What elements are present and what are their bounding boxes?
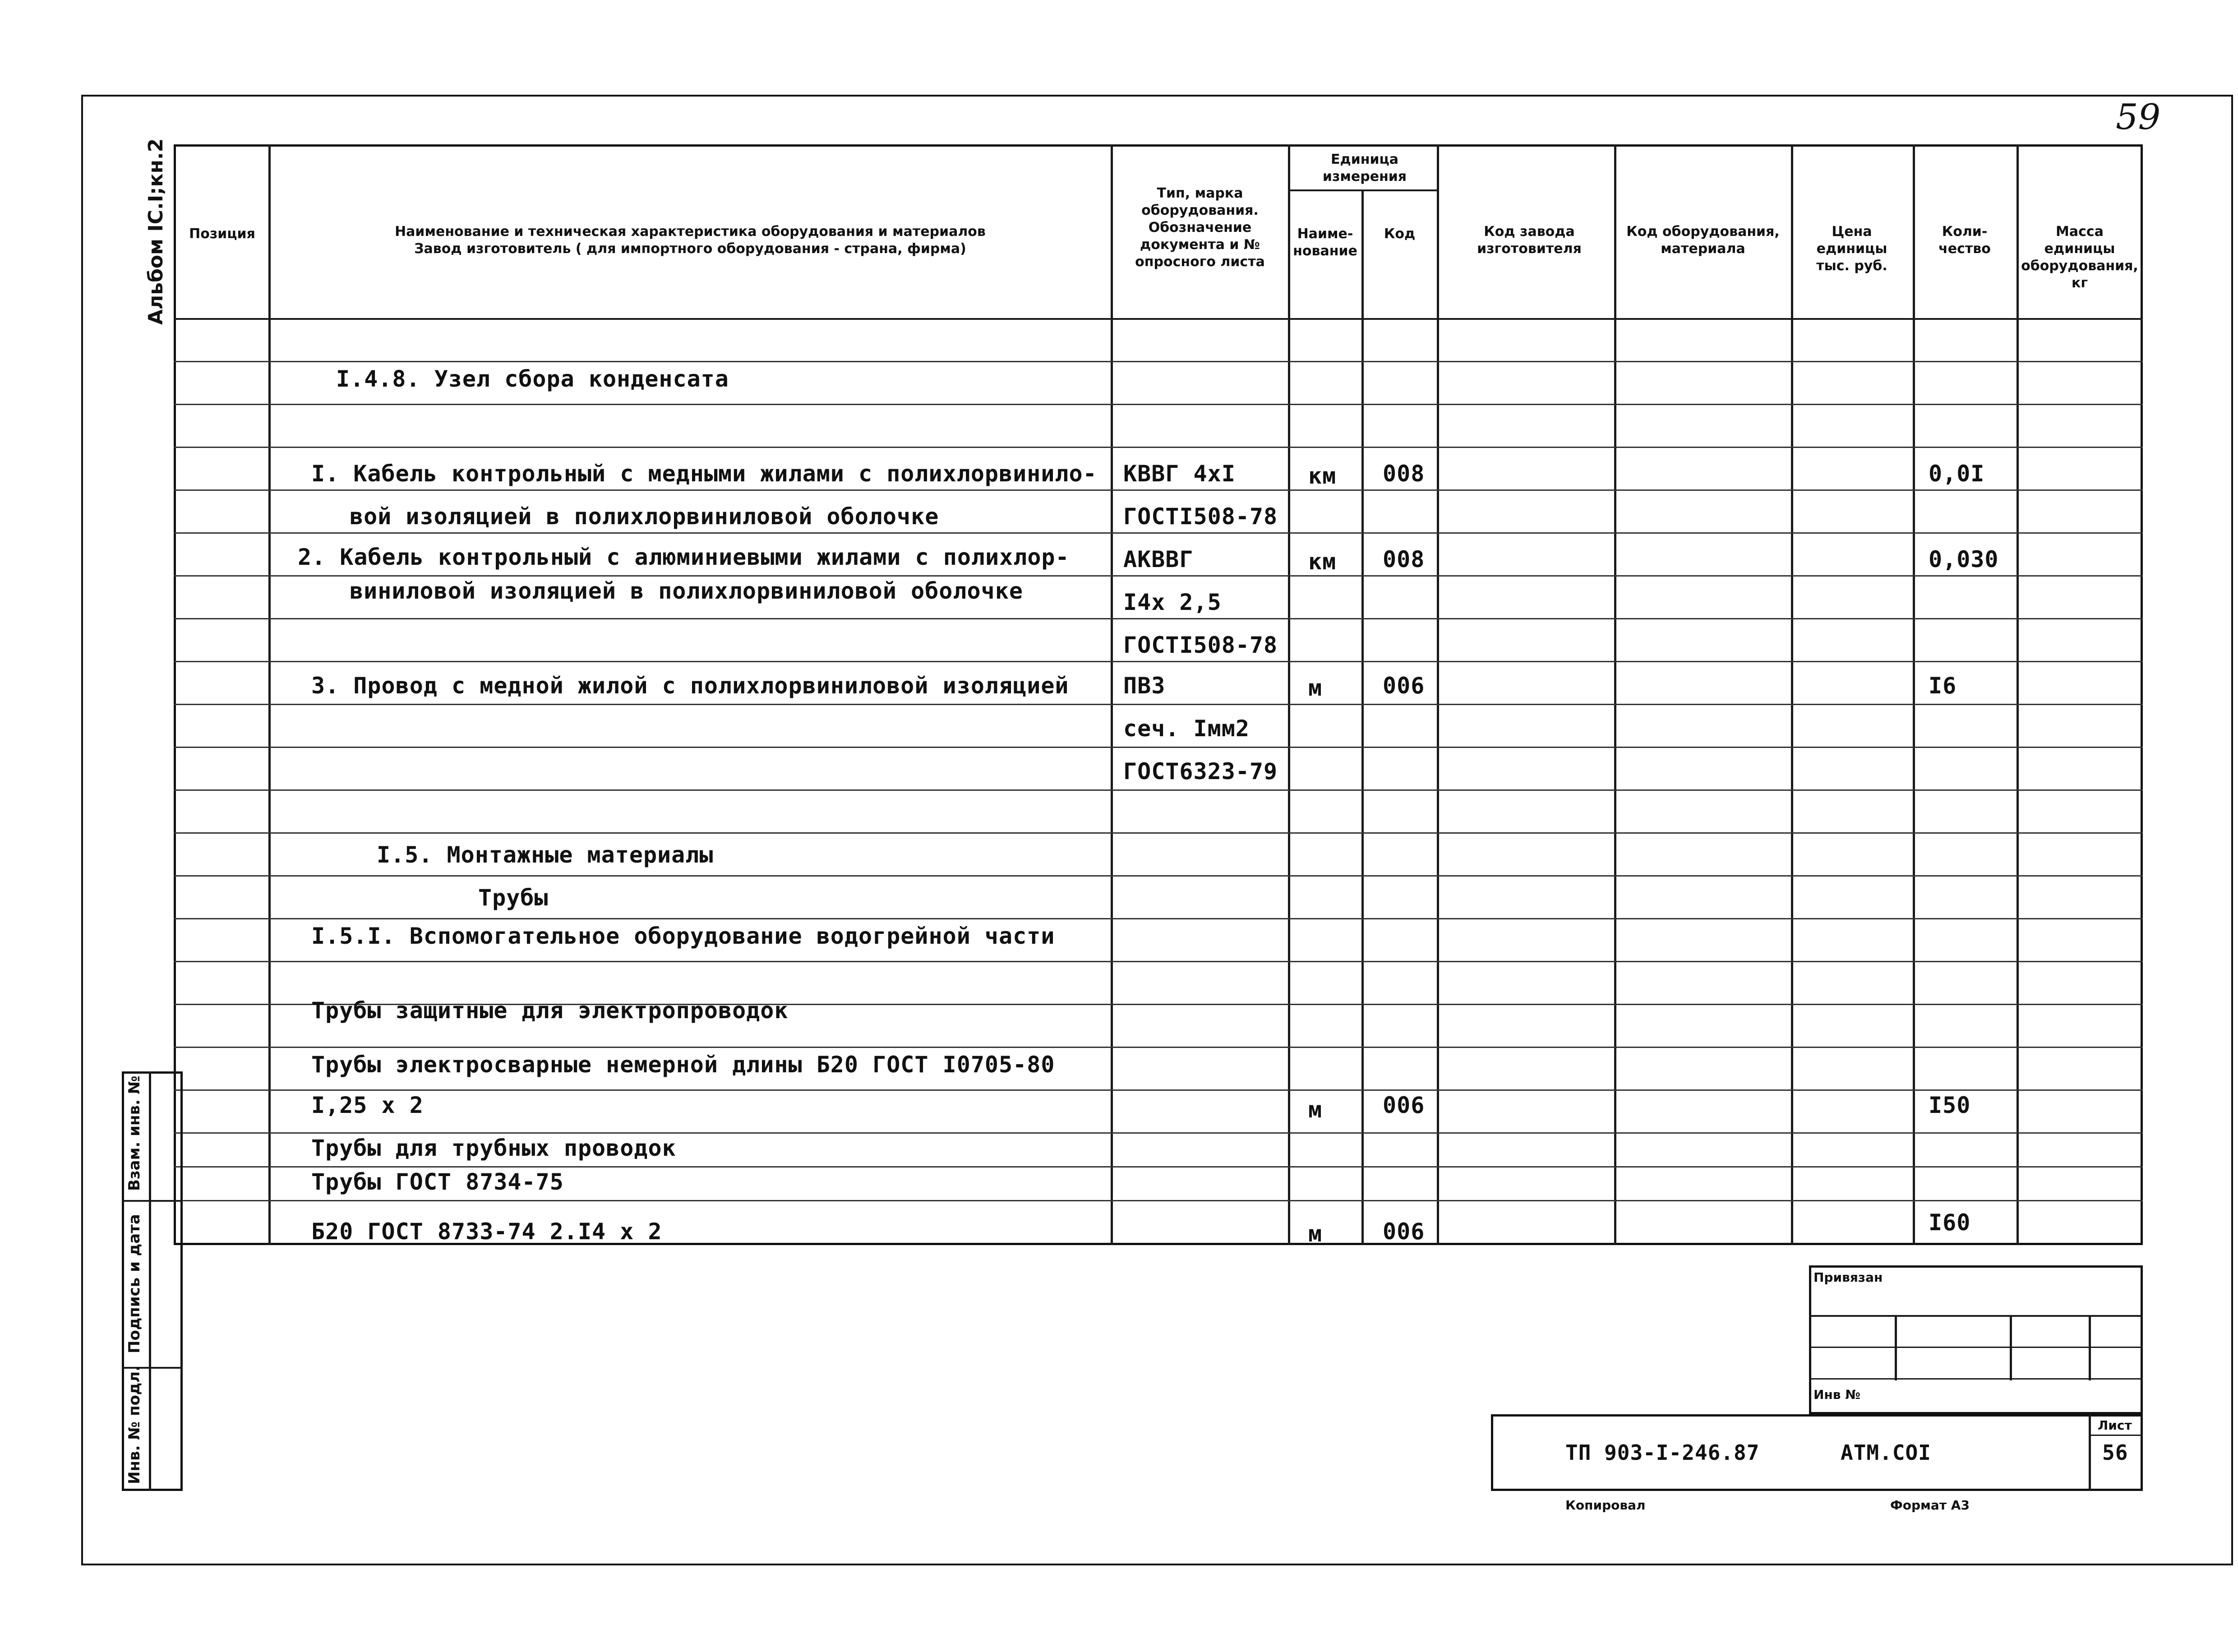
stamp-divider bbox=[149, 1071, 151, 1491]
row-line bbox=[174, 1047, 2143, 1048]
stamp-signature-date: Подпись и дата bbox=[125, 1214, 143, 1353]
group-title: Трубы ГОСТ 8734-75 bbox=[311, 1169, 564, 1195]
col-line bbox=[268, 144, 271, 1245]
item-qty: 0,030 bbox=[1929, 546, 1999, 572]
group-title: Трубы для трубных проводок bbox=[311, 1135, 676, 1161]
col-line bbox=[2017, 144, 2019, 1245]
row-line bbox=[174, 918, 2143, 919]
item-type: ГОСТ6323-79 bbox=[1123, 758, 1278, 784]
item-unit: м bbox=[1308, 1097, 1323, 1123]
header-unit-name: Наиме-нование bbox=[1293, 226, 1357, 259]
copied-label: Копировал bbox=[1565, 1498, 1646, 1513]
row-line bbox=[174, 361, 2143, 362]
album-label: Альбом IС.I;кн.2 bbox=[144, 138, 167, 325]
item-type: ГОСТI508-78 bbox=[1123, 632, 1278, 658]
item-unit: км bbox=[1308, 549, 1337, 575]
item-qty: I60 bbox=[1929, 1209, 1971, 1236]
col-line bbox=[1913, 144, 1915, 1245]
item-type: I4х 2,5 bbox=[1123, 589, 1222, 615]
row-line bbox=[174, 1200, 2143, 1201]
item-type: ПВ3 bbox=[1123, 673, 1166, 699]
header-position: Позиция bbox=[189, 226, 255, 242]
group-title: Трубы электросварные немерной длины Б20 ГОСТ I0705-80 bbox=[311, 1052, 1055, 1078]
row-line bbox=[174, 961, 2143, 962]
col-line bbox=[1111, 144, 1113, 1245]
header-qty: Коли-чество bbox=[1938, 224, 1991, 257]
row-line bbox=[174, 575, 2143, 577]
row-line bbox=[174, 447, 2143, 448]
item-name: I. Кабель контрольный с медными жилами с полихлорвинило- bbox=[311, 461, 1097, 487]
item-name: 3. Провод с медной жилой с полихлорвиниловой изоляцией bbox=[311, 673, 1069, 699]
title-line bbox=[1809, 1347, 2143, 1348]
row-line bbox=[174, 747, 2143, 748]
title-line bbox=[1809, 1315, 2143, 1317]
item-type: ГОСТI508-78 bbox=[1123, 503, 1278, 530]
item-type: сеч. Iмм2 bbox=[1123, 715, 1250, 742]
item-unit: км bbox=[1308, 463, 1337, 489]
header-price: Цена единицы тыс. руб. bbox=[1816, 224, 1887, 274]
item-name: I,25 х 2 bbox=[311, 1092, 424, 1118]
row-line bbox=[174, 1089, 2143, 1091]
sheet-label: Лист bbox=[2098, 1418, 2132, 1433]
row-line bbox=[174, 404, 2143, 405]
header-plant-code: Код завода изготовителя bbox=[1477, 224, 1582, 257]
stamp-divider bbox=[122, 1200, 183, 1202]
item-name: Б20 ГОСТ 8733-74 2.I4 х 2 bbox=[311, 1218, 662, 1245]
item-qty: I50 bbox=[1929, 1092, 1971, 1118]
item-name: виниловой изоляцией в полихлорвиниловой оболочке bbox=[350, 578, 1023, 604]
document-mark: АТМ.COI bbox=[1841, 1440, 1931, 1465]
section-title: I.4.8. Узел сбора конденсата bbox=[336, 366, 729, 392]
document-code: ТП 903-I-246.87 bbox=[1565, 1440, 1760, 1465]
title-line bbox=[2010, 1315, 2012, 1380]
section-title: I.5. Монтажные материалы bbox=[377, 842, 714, 868]
privyazan-label: Привязан bbox=[1813, 1270, 1883, 1285]
header-unit-group: Единица измерения bbox=[1322, 152, 1407, 185]
subsection-title: I.5.I. Вспомогательное оборудование водогрейной части bbox=[311, 923, 1055, 949]
item-code: 008 bbox=[1383, 546, 1425, 572]
item-code: 008 bbox=[1383, 461, 1425, 487]
header-type: Тип, марка оборудования. Обозначение документа и № опросного листа bbox=[1135, 185, 1265, 270]
item-code: 006 bbox=[1383, 1092, 1425, 1118]
header-unit-code: Код bbox=[1384, 226, 1416, 242]
header-equip-code: Код оборудования, материала bbox=[1626, 224, 1780, 257]
title-line bbox=[1895, 1315, 1897, 1380]
row-line bbox=[174, 832, 2143, 834]
header-mass: Масса единицы оборудования, кг bbox=[2021, 224, 2138, 291]
inv-no-label: Инв № bbox=[1813, 1387, 1860, 1402]
stamp-replace-inv: Взам. инв. № bbox=[125, 1075, 143, 1191]
col-line bbox=[1361, 189, 1364, 1245]
item-code: 006 bbox=[1383, 1218, 1425, 1245]
col-line bbox=[1437, 144, 1439, 1245]
title-line bbox=[1809, 1378, 2143, 1380]
header-divider bbox=[174, 318, 2143, 320]
item-qty: 0,0I bbox=[1929, 461, 1985, 487]
section-subtitle: Трубы bbox=[478, 885, 549, 911]
item-type: КВВГ 4хI bbox=[1123, 461, 1236, 487]
item-unit: м bbox=[1308, 1221, 1323, 1247]
row-line bbox=[174, 875, 2143, 877]
title-line bbox=[2089, 1435, 2143, 1436]
row-line bbox=[174, 704, 2143, 705]
col-line bbox=[1288, 144, 1290, 1245]
row-line bbox=[174, 532, 2143, 534]
sheet-number: 56 bbox=[2102, 1440, 2128, 1465]
item-name: 2. Кабель контрольный с алюминиевыми жилами с полихлор- bbox=[298, 544, 1070, 570]
row-line bbox=[174, 489, 2143, 491]
header-name: Наименование и техническая характеристика оборудования и материалов Завод изготовитель ( для импортного оборудования - страна, фирма) bbox=[395, 224, 986, 257]
item-name: вой изоляцией в полихлорвиниловой оболочке bbox=[350, 503, 939, 530]
corner-sheet-number: 59 bbox=[2116, 97, 2161, 138]
col-line bbox=[1791, 144, 1793, 1245]
row-line bbox=[174, 661, 2143, 662]
item-code: 006 bbox=[1383, 673, 1425, 699]
stamp-inv-original: Инв. № подл. bbox=[125, 1365, 143, 1484]
group-title: Трубы защитные для электропроводок bbox=[311, 997, 789, 1024]
item-qty: I6 bbox=[1929, 673, 1957, 699]
format-label: Формат А3 bbox=[1890, 1498, 1970, 1513]
row-line bbox=[174, 618, 2143, 619]
title-line bbox=[2089, 1315, 2091, 1380]
item-type: АКВВГ bbox=[1123, 546, 1194, 572]
item-unit: м bbox=[1308, 675, 1323, 701]
row-line bbox=[174, 1166, 2143, 1167]
col-line bbox=[1614, 144, 1616, 1245]
title-line bbox=[2089, 1414, 2091, 1491]
row-line bbox=[174, 789, 2143, 791]
row-line bbox=[174, 1132, 2143, 1134]
